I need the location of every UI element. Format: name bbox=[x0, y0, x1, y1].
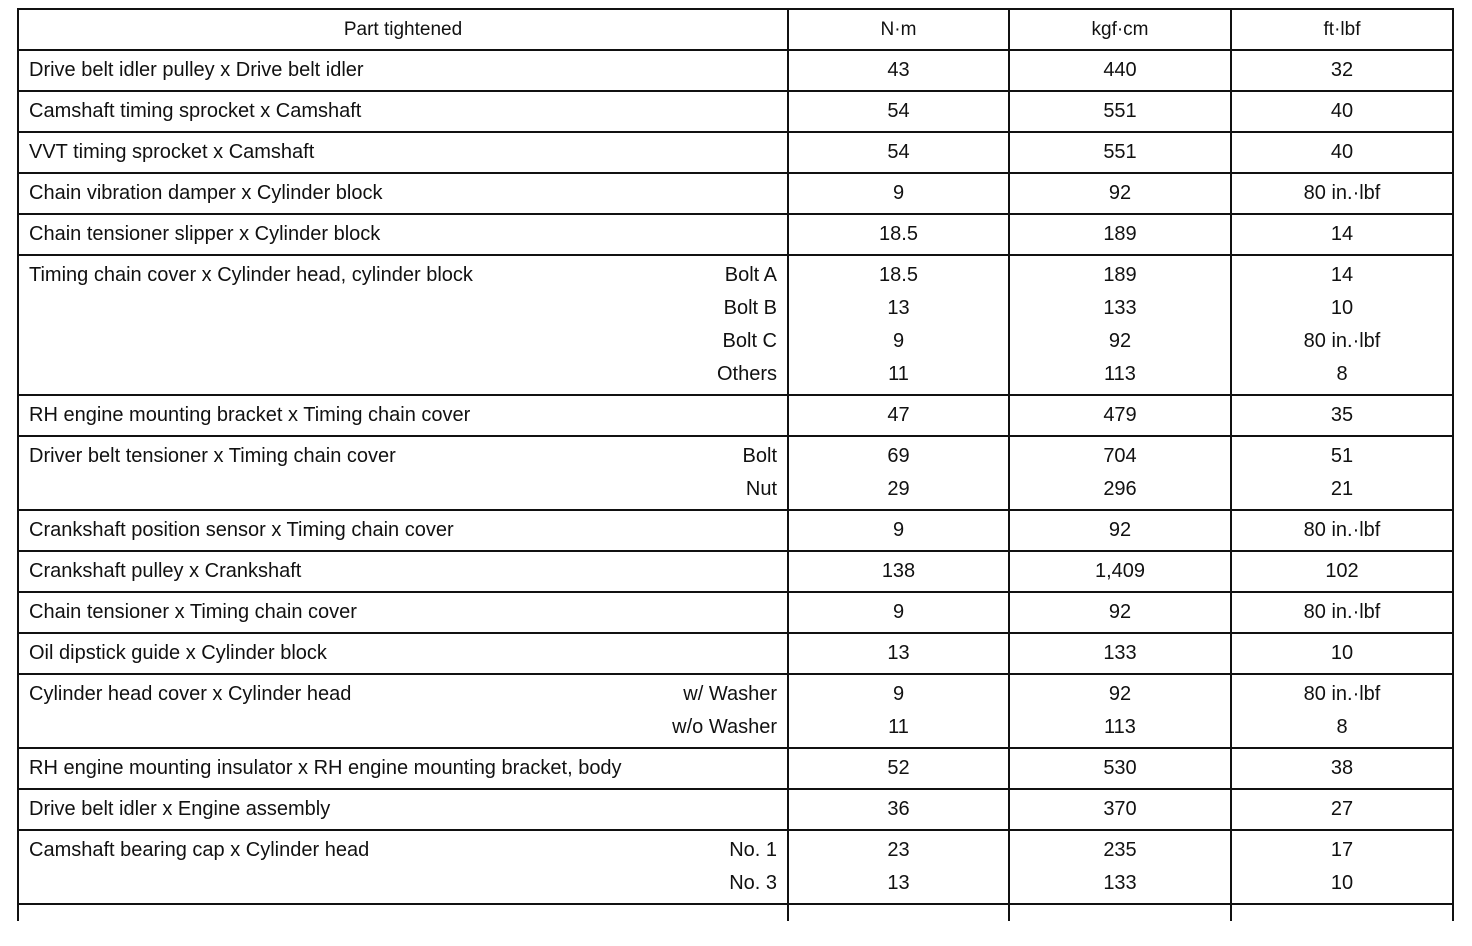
kgfcm-cell bbox=[1009, 395, 1231, 436]
nm-cell bbox=[788, 50, 1009, 91]
nm-cell bbox=[788, 214, 1009, 255]
torque-value: 80 in.·lbf bbox=[1303, 330, 1381, 352]
torque-value: 69 bbox=[887, 445, 910, 467]
torque-value: 440 bbox=[1103, 59, 1137, 81]
torque-value: 113 bbox=[1104, 363, 1136, 385]
torque-value: 80 in.·lbf bbox=[1303, 182, 1381, 204]
ftlbf-cell bbox=[1231, 674, 1453, 748]
part-name: Driver belt tensioner x Timing chain cover bbox=[29, 445, 396, 467]
torque-value: 479 bbox=[1103, 404, 1137, 426]
ftlbf-cell bbox=[1231, 592, 1453, 633]
empty-cell bbox=[18, 904, 788, 921]
torque-value: 551 bbox=[1103, 141, 1137, 163]
header-nm: N·m bbox=[788, 9, 1009, 50]
table-row bbox=[18, 50, 1453, 91]
table-row bbox=[18, 592, 1453, 633]
part-tightened-cell bbox=[18, 395, 788, 436]
torque-value: 296 bbox=[1103, 478, 1137, 500]
table-row bbox=[18, 255, 1453, 395]
nm-cell bbox=[788, 255, 1009, 395]
torque-value: 138 bbox=[881, 560, 916, 582]
part-name: Timing chain cover x Cylinder head, cylinder block bbox=[29, 264, 473, 286]
torque-value: 13 bbox=[887, 297, 910, 319]
torque-value: 189 bbox=[1103, 264, 1137, 286]
fastener-label: Bolt bbox=[742, 445, 777, 467]
torque-value: 80 in.·lbf bbox=[1303, 519, 1381, 541]
torque-value: 40 bbox=[1330, 100, 1354, 122]
torque-value: 1,409 bbox=[1094, 560, 1146, 582]
torque-value: 18.5 bbox=[879, 264, 918, 286]
part-tightened-cell bbox=[18, 748, 788, 789]
torque-value: 29 bbox=[887, 478, 910, 500]
empty-cell bbox=[1231, 904, 1453, 921]
torque-value: 92 bbox=[1108, 330, 1132, 352]
nm-cell bbox=[788, 173, 1009, 214]
table-row bbox=[18, 132, 1453, 173]
torque-value: 27 bbox=[1330, 798, 1354, 820]
torque-spec-table bbox=[17, 8, 1454, 921]
torque-value: 13 bbox=[887, 872, 910, 894]
torque-value: 38 bbox=[1330, 757, 1354, 779]
ftlbf-cell bbox=[1231, 395, 1453, 436]
part-tightened-cell bbox=[18, 674, 788, 748]
torque-value: 9 bbox=[892, 519, 905, 541]
nm-cell bbox=[788, 674, 1009, 748]
nm-cell bbox=[788, 748, 1009, 789]
fastener-label: No. 1 bbox=[729, 839, 777, 861]
part-tightened-cell bbox=[18, 551, 788, 592]
torque-value: 36 bbox=[887, 798, 910, 820]
torque-value: 9 bbox=[892, 601, 905, 623]
part-tightened-cell bbox=[18, 830, 788, 904]
part-tightened-cell bbox=[18, 91, 788, 132]
part-tightened-cell bbox=[18, 510, 788, 551]
table-row bbox=[18, 91, 1453, 132]
part-tightened-cell bbox=[18, 633, 788, 674]
table-row bbox=[18, 551, 1453, 592]
kgfcm-cell bbox=[1009, 551, 1231, 592]
torque-value: 17 bbox=[1330, 839, 1354, 861]
kgfcm-cell bbox=[1009, 91, 1231, 132]
kgfcm-cell bbox=[1009, 255, 1231, 395]
kgfcm-cell bbox=[1009, 592, 1231, 633]
ftlbf-cell bbox=[1231, 132, 1453, 173]
torque-value: 133 bbox=[1103, 872, 1137, 894]
fastener-label: Bolt C bbox=[722, 330, 777, 352]
part-tightened-cell bbox=[18, 214, 788, 255]
part-name: Cylinder head cover x Cylinder head bbox=[29, 683, 352, 705]
part-name: Crankshaft pulley x Crankshaft bbox=[29, 560, 302, 582]
fastener-label: Bolt B bbox=[723, 297, 777, 319]
empty-cell bbox=[788, 904, 1009, 921]
part-name: VVT timing sprocket x Camshaft bbox=[29, 141, 315, 163]
ftlbf-cell bbox=[1231, 830, 1453, 904]
ftlbf-cell bbox=[1231, 436, 1453, 510]
kgfcm-cell bbox=[1009, 510, 1231, 551]
torque-value: 51 bbox=[1330, 445, 1354, 467]
kgfcm-cell bbox=[1009, 633, 1231, 674]
part-tightened-cell bbox=[18, 255, 788, 395]
nm-cell bbox=[788, 551, 1009, 592]
torque-value: 11 bbox=[888, 716, 909, 738]
torque-value: 92 bbox=[1108, 683, 1132, 705]
header-kgfcm: kgf·cm bbox=[1009, 9, 1231, 50]
torque-value: 21 bbox=[1330, 478, 1354, 500]
torque-value: 14 bbox=[1330, 223, 1354, 245]
part-tightened-cell bbox=[18, 50, 788, 91]
ftlbf-cell bbox=[1231, 91, 1453, 132]
table-row bbox=[18, 633, 1453, 674]
torque-value: 35 bbox=[1330, 404, 1354, 426]
part-tightened-cell bbox=[18, 789, 788, 830]
fastener-label: Nut bbox=[745, 478, 777, 500]
fastener-label: No. 3 bbox=[729, 872, 777, 894]
header-row bbox=[18, 9, 1453, 50]
torque-value: 92 bbox=[1108, 519, 1132, 541]
part-name: Crankshaft position sensor x Timing chain cover bbox=[29, 519, 454, 541]
table-row bbox=[18, 395, 1453, 436]
nm-cell bbox=[788, 91, 1009, 132]
ftlbf-cell bbox=[1231, 789, 1453, 830]
ftlbf-cell bbox=[1231, 748, 1453, 789]
part-name: Camshaft timing sprocket x Camshaft bbox=[29, 100, 362, 122]
torque-value: 8 bbox=[1336, 716, 1348, 738]
table-row bbox=[18, 436, 1453, 510]
ftlbf-cell bbox=[1231, 510, 1453, 551]
part-name: Drive belt idler pulley x Drive belt idler bbox=[29, 59, 364, 81]
header-part-tightened: Part tightened bbox=[18, 9, 788, 50]
header-ftlbf: ft·lbf bbox=[1231, 9, 1453, 50]
kgfcm-cell bbox=[1009, 436, 1231, 510]
torque-value: 113 bbox=[1104, 716, 1136, 738]
torque-value: 551 bbox=[1103, 100, 1137, 122]
kgfcm-cell bbox=[1009, 214, 1231, 255]
torque-value: 32 bbox=[1330, 59, 1354, 81]
part-name: Drive belt idler x Engine assembly bbox=[29, 798, 331, 820]
torque-value: 13 bbox=[887, 642, 910, 664]
torque-value: 52 bbox=[887, 757, 910, 779]
ftlbf-cell bbox=[1231, 173, 1453, 214]
kgfcm-cell bbox=[1009, 50, 1231, 91]
torque-value: 54 bbox=[887, 100, 910, 122]
kgfcm-cell bbox=[1009, 830, 1231, 904]
kgfcm-cell bbox=[1009, 132, 1231, 173]
part-name: RH engine mounting bracket x Timing chain cover bbox=[29, 404, 471, 426]
nm-cell bbox=[788, 633, 1009, 674]
torque-value: 102 bbox=[1325, 560, 1359, 582]
nm-cell bbox=[788, 830, 1009, 904]
torque-value: 43 bbox=[887, 59, 910, 81]
table-row bbox=[18, 214, 1453, 255]
nm-cell bbox=[788, 132, 1009, 173]
fastener-label: Others bbox=[716, 363, 777, 385]
nm-cell bbox=[788, 436, 1009, 510]
table-row bbox=[18, 510, 1453, 551]
table-row bbox=[18, 173, 1453, 214]
torque-value: 18.5 bbox=[879, 223, 918, 245]
part-name: RH engine mounting insulator x RH engine mounting bracket, body bbox=[29, 757, 622, 779]
torque-value: 11 bbox=[888, 363, 909, 385]
torque-value: 370 bbox=[1103, 798, 1137, 820]
part-tightened-cell bbox=[18, 132, 788, 173]
torque-value: 235 bbox=[1103, 839, 1137, 861]
part-name: Chain vibration damper x Cylinder block bbox=[29, 182, 383, 204]
table-row bbox=[18, 674, 1453, 748]
nm-cell bbox=[788, 592, 1009, 633]
kgfcm-cell bbox=[1009, 173, 1231, 214]
torque-value: 9 bbox=[892, 182, 905, 204]
table-row-continuation bbox=[18, 904, 1453, 921]
torque-value: 54 bbox=[887, 141, 910, 163]
table-row bbox=[18, 830, 1453, 904]
torque-value: 10 bbox=[1330, 872, 1354, 894]
ftlbf-cell bbox=[1231, 214, 1453, 255]
fastener-label: w/o Washer bbox=[672, 716, 777, 738]
table-row bbox=[18, 789, 1453, 830]
torque-value: 133 bbox=[1103, 297, 1137, 319]
ftlbf-cell bbox=[1231, 50, 1453, 91]
torque-value: 40 bbox=[1330, 141, 1354, 163]
torque-value: 10 bbox=[1330, 297, 1354, 319]
ftlbf-cell bbox=[1231, 633, 1453, 674]
part-name: Camshaft bearing cap x Cylinder head bbox=[29, 839, 370, 861]
torque-value: 189 bbox=[1103, 223, 1137, 245]
nm-cell bbox=[788, 510, 1009, 551]
nm-cell bbox=[788, 395, 1009, 436]
torque-value: 14 bbox=[1330, 264, 1354, 286]
table-row bbox=[18, 748, 1453, 789]
fastener-label: Bolt A bbox=[724, 264, 777, 286]
torque-value: 9 bbox=[892, 683, 905, 705]
torque-value: 80 in.·lbf bbox=[1303, 601, 1381, 623]
part-tightened-cell bbox=[18, 592, 788, 633]
torque-value: 92 bbox=[1108, 182, 1132, 204]
part-name: Oil dipstick guide x Cylinder block bbox=[29, 642, 327, 664]
torque-value: 10 bbox=[1330, 642, 1354, 664]
torque-value: 8 bbox=[1336, 363, 1348, 385]
torque-value: 704 bbox=[1103, 445, 1137, 467]
ftlbf-cell bbox=[1231, 255, 1453, 395]
kgfcm-cell bbox=[1009, 789, 1231, 830]
kgfcm-cell bbox=[1009, 674, 1231, 748]
torque-value: 47 bbox=[887, 404, 910, 426]
part-tightened-cell bbox=[18, 173, 788, 214]
part-name: Chain tensioner x Timing chain cover bbox=[29, 601, 357, 623]
nm-cell bbox=[788, 789, 1009, 830]
torque-value: 23 bbox=[887, 839, 910, 861]
kgfcm-cell bbox=[1009, 748, 1231, 789]
part-name: Chain tensioner slipper x Cylinder block bbox=[29, 223, 381, 245]
part-tightened-cell bbox=[18, 436, 788, 510]
empty-cell bbox=[1009, 904, 1231, 921]
torque-value: 92 bbox=[1108, 601, 1132, 623]
torque-value: 80 in.·lbf bbox=[1303, 683, 1381, 705]
table-body bbox=[18, 50, 1453, 921]
fastener-label: w/ Washer bbox=[683, 683, 777, 705]
torque-value: 9 bbox=[892, 330, 905, 352]
torque-value: 133 bbox=[1103, 642, 1137, 664]
ftlbf-cell bbox=[1231, 551, 1453, 592]
torque-value: 530 bbox=[1103, 757, 1137, 779]
